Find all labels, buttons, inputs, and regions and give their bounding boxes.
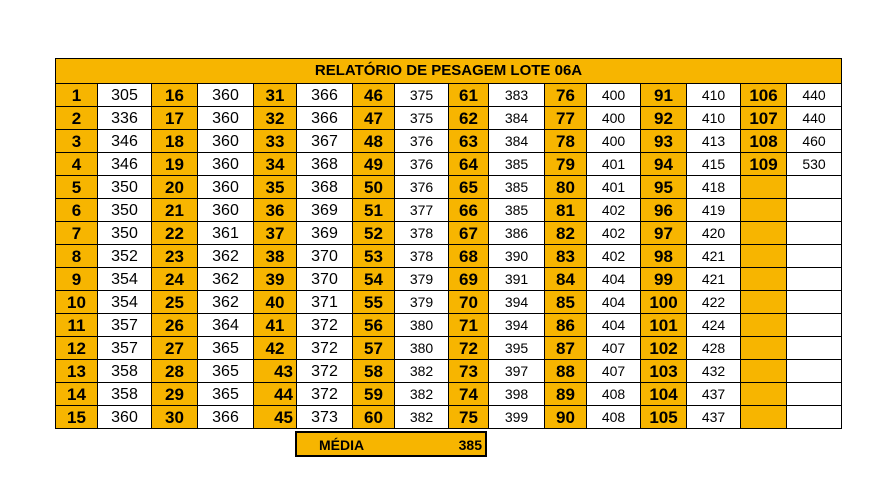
weight-cell: 410: [687, 107, 741, 130]
animal-number-cell: 89: [545, 383, 587, 406]
weight-cell: 418: [687, 176, 741, 199]
weight-cell: 364: [198, 314, 254, 337]
weight-cell: 394: [489, 314, 545, 337]
animal-number-cell: 98: [641, 245, 687, 268]
weight-cell: 377: [395, 199, 449, 222]
animal-number-cell: 70: [449, 291, 489, 314]
weight-cell: 385: [489, 199, 545, 222]
weight-cell: 354: [98, 268, 152, 291]
empty-id-cell: [741, 245, 787, 268]
animal-number-cell: 45: [254, 406, 297, 429]
weight-cell: 336: [98, 107, 152, 130]
weight-cell: 399: [489, 406, 545, 429]
weight-cell: 369: [297, 222, 353, 245]
animal-number-cell: 58: [353, 360, 395, 383]
empty-id-cell: [741, 268, 787, 291]
animal-number-cell: 57: [353, 337, 395, 360]
weight-cell: 422: [687, 291, 741, 314]
animal-number-cell: 37: [254, 222, 297, 245]
animal-number-cell: 60: [353, 406, 395, 429]
animal-number-cell: 9: [56, 268, 98, 291]
animal-number-cell: 73: [449, 360, 489, 383]
animal-number-cell: 36: [254, 199, 297, 222]
weight-cell: 368: [297, 176, 353, 199]
animal-number-cell: 8: [56, 245, 98, 268]
animal-number-cell: 62: [449, 107, 489, 130]
weight-cell: 410: [687, 84, 741, 107]
weight-cell: 350: [98, 199, 152, 222]
animal-number-cell: 24: [152, 268, 198, 291]
weight-cell: 385: [489, 153, 545, 176]
empty-weight-cell: [787, 245, 842, 268]
table-row: [56, 130, 842, 153]
table-row: [56, 84, 842, 107]
weight-cell: 362: [198, 291, 254, 314]
weight-cell: 366: [198, 406, 254, 429]
animal-number-cell: 19: [152, 153, 198, 176]
table-row: [56, 107, 842, 130]
animal-number-cell: 74: [449, 383, 489, 406]
weight-cell: 404: [587, 268, 641, 291]
empty-id-cell: [741, 222, 787, 245]
animal-number-cell: 64: [449, 153, 489, 176]
weight-cell: 350: [98, 222, 152, 245]
weight-cell: 372: [297, 383, 353, 406]
animal-number-cell: 6: [56, 199, 98, 222]
weight-cell: 373: [297, 406, 353, 429]
animal-number-cell: 81: [545, 199, 587, 222]
animal-number-cell: 20: [152, 176, 198, 199]
weight-cell: 390: [489, 245, 545, 268]
weight-cell: 437: [687, 406, 741, 429]
animal-number-cell: 71: [449, 314, 489, 337]
weight-cell: 360: [198, 199, 254, 222]
animal-number-cell: 63: [449, 130, 489, 153]
average-value: 385: [458, 437, 482, 453]
animal-number-cell: 18: [152, 130, 198, 153]
animal-number-cell: 109: [741, 153, 787, 176]
animal-number-cell: 7: [56, 222, 98, 245]
animal-number-cell: 86: [545, 314, 587, 337]
animal-number-cell: 44: [254, 383, 297, 406]
weight-cell: 372: [297, 337, 353, 360]
animal-number-cell: 46: [353, 84, 395, 107]
weight-cell: 366: [297, 107, 353, 130]
animal-number-cell: 48: [353, 130, 395, 153]
animal-number-cell: 80: [545, 176, 587, 199]
weight-cell: 415: [687, 153, 741, 176]
average-box: [295, 431, 487, 457]
empty-id-cell: [741, 383, 787, 406]
weight-cell: 346: [98, 130, 152, 153]
animal-number-cell: 100: [641, 291, 687, 314]
animal-number-cell: 27: [152, 337, 198, 360]
weight-cell: 370: [297, 268, 353, 291]
weight-cell: 382: [395, 406, 449, 429]
animal-number-cell: 67: [449, 222, 489, 245]
animal-number-cell: 42: [254, 337, 297, 360]
weight-cell: 407: [587, 337, 641, 360]
animal-number-cell: 79: [545, 153, 587, 176]
weight-cell: 379: [395, 291, 449, 314]
animal-number-cell: 53: [353, 245, 395, 268]
animal-number-cell: 82: [545, 222, 587, 245]
animal-number-cell: 91: [641, 84, 687, 107]
weight-cell: 402: [587, 245, 641, 268]
animal-number-cell: 75: [449, 406, 489, 429]
animal-number-cell: 47: [353, 107, 395, 130]
animal-number-cell: 2: [56, 107, 98, 130]
animal-number-cell: 108: [741, 130, 787, 153]
animal-number-cell: 90: [545, 406, 587, 429]
animal-number-cell: 107: [741, 107, 787, 130]
table-row: [56, 245, 842, 268]
animal-number-cell: 10: [56, 291, 98, 314]
weight-cell: 346: [98, 153, 152, 176]
empty-id-cell: [741, 176, 787, 199]
animal-number-cell: 102: [641, 337, 687, 360]
weight-cell: 360: [198, 176, 254, 199]
weight-cell: 370: [297, 245, 353, 268]
weight-cell: 420: [687, 222, 741, 245]
animal-number-cell: 23: [152, 245, 198, 268]
empty-id-cell: [741, 199, 787, 222]
animal-number-cell: 106: [741, 84, 787, 107]
weight-cell: 437: [687, 383, 741, 406]
animal-number-cell: 41: [254, 314, 297, 337]
weight-cell: 360: [198, 84, 254, 107]
animal-number-cell: 101: [641, 314, 687, 337]
table-row: [56, 222, 842, 245]
empty-weight-cell: [787, 176, 842, 199]
weight-cell: 401: [587, 176, 641, 199]
empty-weight-cell: [787, 222, 842, 245]
weight-cell: 530: [787, 153, 842, 176]
weight-cell: 382: [395, 383, 449, 406]
weight-cell: 440: [787, 84, 842, 107]
weight-cell: 376: [395, 176, 449, 199]
weight-cell: 357: [98, 337, 152, 360]
animal-number-cell: 40: [254, 291, 297, 314]
animal-number-cell: 17: [152, 107, 198, 130]
weight-cell: 400: [587, 84, 641, 107]
weight-cell: 376: [395, 153, 449, 176]
weight-cell: 379: [395, 268, 449, 291]
animal-number-cell: 78: [545, 130, 587, 153]
weight-cell: 408: [587, 406, 641, 429]
empty-weight-cell: [787, 268, 842, 291]
empty-id-cell: [741, 337, 787, 360]
table-row: [56, 199, 842, 222]
weight-cell: 368: [297, 153, 353, 176]
table-row: [56, 176, 842, 199]
animal-number-cell: 49: [353, 153, 395, 176]
table-row: [56, 337, 842, 360]
report-title: RELATÓRIO DE PESAGEM LOTE 06A: [56, 59, 842, 84]
animal-number-cell: 77: [545, 107, 587, 130]
animal-number-cell: 85: [545, 291, 587, 314]
table-row: [56, 383, 842, 406]
empty-weight-cell: [787, 360, 842, 383]
animal-number-cell: 72: [449, 337, 489, 360]
animal-number-cell: 99: [641, 268, 687, 291]
animal-number-cell: 68: [449, 245, 489, 268]
empty-id-cell: [741, 406, 787, 429]
weight-cell: 421: [687, 245, 741, 268]
animal-number-cell: 5: [56, 176, 98, 199]
weight-cell: 354: [98, 291, 152, 314]
weight-cell: 404: [587, 291, 641, 314]
empty-weight-cell: [787, 291, 842, 314]
report-body: [56, 84, 842, 429]
animal-number-cell: 51: [353, 199, 395, 222]
weight-cell: 432: [687, 360, 741, 383]
weight-cell: 380: [395, 314, 449, 337]
weight-cell: 360: [198, 153, 254, 176]
weight-cell: 305: [98, 84, 152, 107]
weight-cell: 460: [787, 130, 842, 153]
animal-number-cell: 83: [545, 245, 587, 268]
weight-cell: 382: [395, 360, 449, 383]
animal-number-cell: 11: [56, 314, 98, 337]
animal-number-cell: 50: [353, 176, 395, 199]
weight-cell: 428: [687, 337, 741, 360]
animal-number-cell: 25: [152, 291, 198, 314]
weight-cell: 407: [587, 360, 641, 383]
weight-cell: 360: [198, 130, 254, 153]
weight-cell: 384: [489, 130, 545, 153]
animal-number-cell: 96: [641, 199, 687, 222]
weight-cell: 360: [198, 107, 254, 130]
weight-cell: 402: [587, 222, 641, 245]
weighing-report-table: [55, 58, 842, 429]
animal-number-cell: 22: [152, 222, 198, 245]
weight-cell: 386: [489, 222, 545, 245]
animal-number-cell: 33: [254, 130, 297, 153]
table-row: [56, 291, 842, 314]
animal-number-cell: 92: [641, 107, 687, 130]
weight-cell: 365: [198, 383, 254, 406]
table-row: [56, 153, 842, 176]
empty-id-cell: [741, 314, 787, 337]
empty-weight-cell: [787, 314, 842, 337]
weight-cell: 371: [297, 291, 353, 314]
animal-number-cell: 88: [545, 360, 587, 383]
animal-number-cell: 56: [353, 314, 395, 337]
animal-number-cell: 97: [641, 222, 687, 245]
weight-cell: 358: [98, 360, 152, 383]
weight-cell: 424: [687, 314, 741, 337]
weight-cell: 358: [98, 383, 152, 406]
animal-number-cell: 69: [449, 268, 489, 291]
average-label: MÉDIA: [319, 437, 365, 453]
weight-cell: 391: [489, 268, 545, 291]
weight-cell: 361: [198, 222, 254, 245]
animal-number-cell: 38: [254, 245, 297, 268]
weight-cell: 383: [489, 84, 545, 107]
weight-cell: 362: [198, 268, 254, 291]
animal-number-cell: 105: [641, 406, 687, 429]
weight-cell: 360: [98, 406, 152, 429]
weight-cell: 404: [587, 314, 641, 337]
animal-number-cell: 52: [353, 222, 395, 245]
weight-cell: 350: [98, 176, 152, 199]
weight-cell: 397: [489, 360, 545, 383]
weight-cell: 395: [489, 337, 545, 360]
animal-number-cell: 21: [152, 199, 198, 222]
weight-cell: 400: [587, 130, 641, 153]
empty-weight-cell: [787, 337, 842, 360]
weight-cell: 384: [489, 107, 545, 130]
weight-cell: 376: [395, 130, 449, 153]
animal-number-cell: 104: [641, 383, 687, 406]
animal-number-cell: 13: [56, 360, 98, 383]
empty-weight-cell: [787, 406, 842, 429]
weight-cell: 398: [489, 383, 545, 406]
empty-id-cell: [741, 291, 787, 314]
animal-number-cell: 30: [152, 406, 198, 429]
animal-number-cell: 54: [353, 268, 395, 291]
weight-cell: 401: [587, 153, 641, 176]
weight-cell: 365: [198, 360, 254, 383]
animal-number-cell: 93: [641, 130, 687, 153]
animal-number-cell: 4: [56, 153, 98, 176]
weight-cell: 440: [787, 107, 842, 130]
weight-cell: 366: [297, 84, 353, 107]
animal-number-cell: 76: [545, 84, 587, 107]
animal-number-cell: 29: [152, 383, 198, 406]
table-row: [56, 406, 842, 429]
weight-cell: 413: [687, 130, 741, 153]
animal-number-cell: 95: [641, 176, 687, 199]
table-row: [56, 314, 842, 337]
animal-number-cell: 1: [56, 84, 98, 107]
animal-number-cell: 35: [254, 176, 297, 199]
animal-number-cell: 28: [152, 360, 198, 383]
weight-cell: 372: [297, 360, 353, 383]
animal-number-cell: 87: [545, 337, 587, 360]
animal-number-cell: 12: [56, 337, 98, 360]
animal-number-cell: 15: [56, 406, 98, 429]
animal-number-cell: 43: [254, 360, 297, 383]
animal-number-cell: 31: [254, 84, 297, 107]
weight-cell: 357: [98, 314, 152, 337]
animal-number-cell: 26: [152, 314, 198, 337]
table-row: [56, 360, 842, 383]
animal-number-cell: 65: [449, 176, 489, 199]
weight-cell: 408: [587, 383, 641, 406]
animal-number-cell: 55: [353, 291, 395, 314]
weight-cell: 394: [489, 291, 545, 314]
animal-number-cell: 94: [641, 153, 687, 176]
empty-weight-cell: [787, 383, 842, 406]
table-row: [56, 268, 842, 291]
weight-cell: 385: [489, 176, 545, 199]
weight-cell: 419: [687, 199, 741, 222]
animal-number-cell: 84: [545, 268, 587, 291]
weight-cell: 367: [297, 130, 353, 153]
weight-cell: 375: [395, 107, 449, 130]
animal-number-cell: 16: [152, 84, 198, 107]
animal-number-cell: 32: [254, 107, 297, 130]
empty-weight-cell: [787, 199, 842, 222]
animal-number-cell: 61: [449, 84, 489, 107]
animal-number-cell: 103: [641, 360, 687, 383]
weight-cell: 352: [98, 245, 152, 268]
animal-number-cell: 39: [254, 268, 297, 291]
animal-number-cell: 59: [353, 383, 395, 406]
weight-cell: 369: [297, 199, 353, 222]
weight-cell: 380: [395, 337, 449, 360]
weight-cell: 362: [198, 245, 254, 268]
weight-cell: 400: [587, 107, 641, 130]
weight-cell: 402: [587, 199, 641, 222]
animal-number-cell: 66: [449, 199, 489, 222]
animal-number-cell: 14: [56, 383, 98, 406]
empty-id-cell: [741, 360, 787, 383]
weight-cell: 421: [687, 268, 741, 291]
weight-cell: 378: [395, 222, 449, 245]
animal-number-cell: 34: [254, 153, 297, 176]
weight-cell: 372: [297, 314, 353, 337]
weight-cell: 375: [395, 84, 449, 107]
weight-cell: 378: [395, 245, 449, 268]
animal-number-cell: 3: [56, 130, 98, 153]
weight-cell: 365: [198, 337, 254, 360]
